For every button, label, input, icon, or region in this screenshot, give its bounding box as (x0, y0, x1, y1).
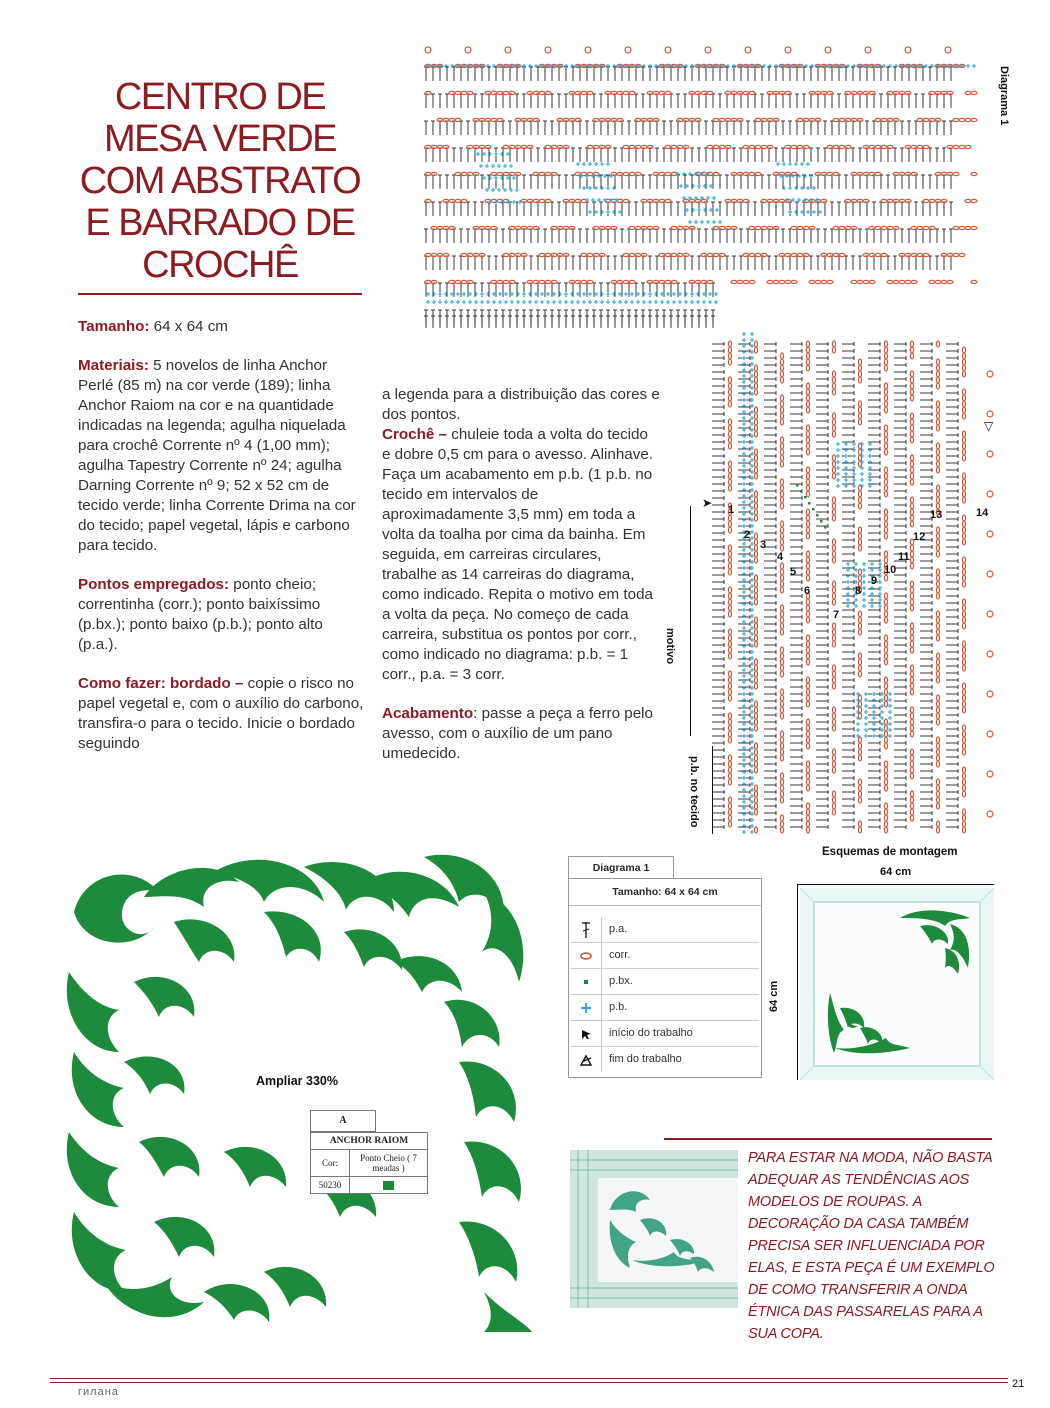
row-number: 3 (760, 539, 767, 551)
legend-row (571, 995, 759, 1021)
assembly-width: 64 cm (880, 866, 912, 878)
legend-row (571, 917, 759, 943)
row-number: 12 (913, 531, 926, 543)
legend-row (571, 1021, 759, 1047)
howto-paragraph (78, 674, 366, 754)
legend-label: p.b. (609, 1001, 628, 1013)
color-key-brand: ANCHOR RAIOM (311, 1133, 427, 1150)
title-line: CROCHÊ (142, 244, 298, 286)
quote-rule (664, 1138, 992, 1140)
row-number: 9 (871, 575, 878, 587)
points-paragraph (78, 575, 366, 655)
color-key-code: 50230 (311, 1177, 350, 1193)
color-key-stitch: Ponto Cheio ( 7 meadas ) (360, 1153, 417, 1173)
row-number: 10 (884, 564, 897, 576)
row-number: 7 (833, 609, 840, 621)
stitch-legend (568, 856, 762, 1078)
tablecloth-photo (570, 1150, 738, 1308)
pb-bracket (712, 746, 713, 834)
start-arrow-icon: ➤ (702, 496, 713, 510)
row-number: 4 (777, 551, 784, 563)
legend-size: Tamanho: 64 x 64 cm (569, 879, 761, 906)
footer-rule-top (50, 1378, 1008, 1379)
page-title (78, 76, 362, 286)
pb-symbol-icon (571, 995, 602, 1020)
size-heading: Tamanho: (78, 318, 150, 335)
corr-symbol-icon (571, 943, 602, 968)
title-line: E BARRADO DE (85, 202, 355, 244)
crochet-diagram (418, 44, 1000, 844)
start-arrow-icon (571, 1021, 602, 1046)
row-number: 11 (898, 551, 910, 563)
embroidery-pattern (64, 852, 532, 1332)
legend-row (571, 943, 759, 969)
diagram-label: Diagrama 1 (998, 66, 1010, 126)
legend-label: fim do trabalho (609, 1053, 682, 1065)
footer-brand: гилана (78, 1386, 119, 1398)
title-line: CENTRO DE (114, 76, 326, 118)
legend-label: corr. (609, 949, 631, 961)
size-paragraph (78, 317, 366, 337)
croche-text: chuleie toda a volta do tecido e dobre 0,5 cm para o avesso. Alinhave. Faça um acabamento em p.b. (1 p.b. no tecido em intervalos de aproximadamente 3,5 mm) em toda a volta da toalha por cima da bainha. Em seguida, em carreiras circulares, trabalhe as 14 carreiras do diagrama, como indicado. Repita o motivo em toda a volta da peça. No começo de cada carreira, substitua os pontos por corr., como indicado no diagrama: p.b. = 1 corr., p.a. = 3 corr. (382, 426, 654, 683)
points-text: ponto cheio; correntinha (corr.); ponto baixíssimo (p.bx.); ponto baixo (p.b.); ponto alto (p.a.). (78, 576, 323, 653)
legend-tab: Diagrama 1 (568, 856, 674, 879)
size-text: 64 x 64 cm (149, 318, 228, 335)
legend-row (571, 969, 759, 995)
ampliar-label: Ampliar 330% (256, 1074, 338, 1088)
legend-row (571, 1047, 759, 1072)
assembly-diagram (800, 888, 994, 1080)
row-number: 6 (804, 585, 811, 597)
color-key-row (311, 1150, 427, 1177)
row-number: 5 (790, 566, 797, 578)
row-number: 2 (744, 529, 751, 541)
howto-heading: Como fazer: bordado – (78, 675, 244, 692)
acabamento-heading: Acabamento (382, 705, 474, 722)
footer-rule-bottom (50, 1382, 1008, 1383)
howto-text: copie o risco no papel vegetal e, com o auxílio do carbono, transfira-o para o tecido. Inicie o bordado seguindo (78, 675, 364, 752)
materials-text: 5 novelos de linha Anchor Perlé (85 m) na cor verde (189); linha Anchor Raiom na cor e na quantidade indicadas na legenda; agulha niquelada para crochê Corrente nº 4 (1,00 mm); agulha Tapestry Corrente nº 24; agulha Darning Corrente nº 9; 52 x 52 cm de tecido verde; linha Corrente Drima na cor do tecido; papel vegetal, lápis e carbono para tecido. (78, 357, 356, 554)
pbx-symbol-icon (571, 969, 602, 994)
legend-label: p.bx. (609, 975, 633, 987)
pa-symbol-icon (571, 917, 602, 942)
color-key-cor-label: Cor: (311, 1150, 350, 1176)
croche-heading: Crochê – (382, 426, 447, 443)
row-number: 8 (855, 585, 862, 597)
end-arrow-icon: ▽ (984, 419, 994, 433)
height-dimension-line (797, 884, 798, 1080)
title-line: COM ABSTRATO (79, 160, 361, 202)
pb-tecido-label: p.b. no tecido (688, 756, 700, 828)
materials-heading: Materiais: (78, 357, 149, 374)
row-number: 1 (728, 504, 735, 516)
row-number: 13 (930, 509, 943, 521)
legend-label: início do trabalho (609, 1027, 693, 1039)
color-key-tab: A (310, 1110, 376, 1132)
materials-paragraph (78, 356, 366, 556)
legend-frame (568, 878, 762, 1078)
color-key-body (310, 1132, 428, 1194)
motivo-bracket (690, 506, 691, 736)
assembly-title: Esquemas de montagem (822, 846, 958, 858)
assembly-height: 64 cm (768, 980, 780, 1012)
acabamento-text: : passe a peça a ferro pelo avesso, com o auxílio de um pano umedecido. (382, 705, 653, 762)
left-text-column (78, 317, 366, 773)
color-key-row (311, 1177, 427, 1193)
width-dimension-line (797, 884, 994, 885)
title-line: MESA VERDE (103, 118, 337, 160)
end-arrow-icon (571, 1047, 602, 1072)
color-swatch (383, 1181, 394, 1190)
title-divider (78, 293, 362, 295)
page-number: 21 (1012, 1378, 1025, 1390)
points-heading: Pontos empregados: (78, 576, 230, 593)
legend-label: p.a. (609, 923, 628, 935)
pull-quote: PARA ESTAR NA MODA, NÃO BASTA ADEQUAR AS TENDÊNCIAS AOS MODELOS DE ROUPAS. A DECORAÇÃO DA CASA TAMBÉM PRECISA SER INFLUENCIADA POR ELAS, E ESTA PEÇA É UM EXEMPLO DE COMO TRANSFERIR A ONDA ÉTNICA DAS PASSARELAS PARA A SUA COPA. (748, 1150, 995, 1342)
color-key-table (310, 1110, 428, 1194)
row-number: 14 (976, 507, 989, 519)
continued-text: a legenda para a distribuição das cores e dos pontos. (382, 386, 660, 423)
color-key-swatch-cell (350, 1177, 427, 1193)
motivo-label: motivo (664, 628, 676, 665)
